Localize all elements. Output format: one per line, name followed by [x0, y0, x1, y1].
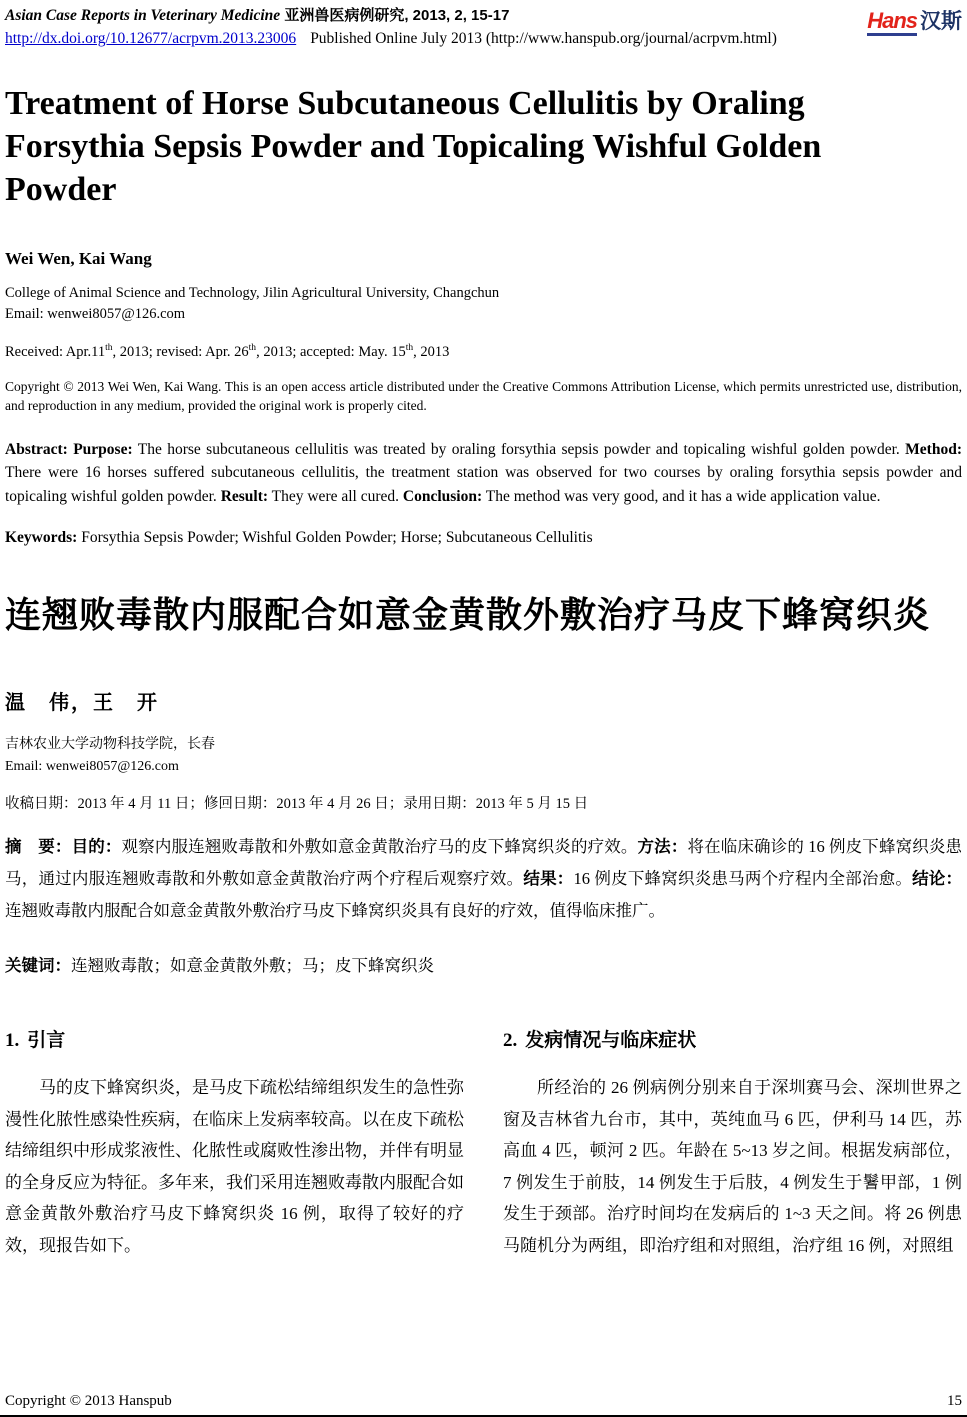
doi-line — [5, 27, 777, 50]
abstract-zh: 摘 要：目的：观察内服连翘败毒散和外敷如意金黄散治疗马的皮下蜂窝织炎的疗效。方法：将在临床确诊的 16 例皮下蜂窝织炎患马，通过内服连翘败毒散和外敷如意金黄散治疗两个疗程后观察疗效。结果：16 例皮下蜂窝织炎患马两个疗程内全部治愈。结论：连翘败毒散内服配合如意金黄散外敷治疗马皮下蜂窝织炎具有良好的疗效，值得临床推广。 — [5, 837, 963, 921]
received-dates-zh: 收稿日期：2013 年 4 月 11 日；修回日期：2013 年 4 月 26 日；录用日期：2013 年 5 月 15 日 — [5, 796, 589, 813]
journal-title-en: Asian Case Reports in Veterinary Medicine — [5, 7, 281, 24]
article-title — [5, 82, 962, 211]
section-heading-2 — [503, 1028, 962, 1054]
affiliation-zh: 吉林农业大学动物科技学院，长春 — [5, 737, 215, 753]
section-title-1: 引言 — [27, 1030, 66, 1052]
body-columns — [5, 1028, 962, 1261]
section-paragraph-1: 马的皮下蜂窝织炎，是马皮下疏松结缔组织发生的急性弥漫性化脓性感染性疾病，在临床上发病率较高。以在皮下疏松结缔组织中形成浆液性、化脓性或腐败性渗出物，并伴有明显的全身反应为特征。多年来，我们采用连翘败毒散内服配合如意金黄散外敷治疗马皮下蜂窝织炎 16 例，取得了较好的疗效，现报告如下。 — [5, 1078, 464, 1255]
received-dates-en: Received: Apr.11th, 2013; revised: Apr. 26th, 2013; accepted: May. 15th, 2013 — [5, 343, 450, 360]
authors-zh: 温 伟，王 开 — [5, 692, 159, 715]
keywords-zh: 关键词：连翘败毒散；如意金黄散外敷；马；皮下蜂窝织炎 — [5, 956, 434, 976]
hans-publisher-logo — [867, 4, 962, 35]
affiliation-en: College of Animal Science and Technology, Jilin Agricultural University, Changchun — [5, 285, 500, 301]
published-note: Published Online July 2013 (http://www.hanspub.org/journal/acrpvm.html) — [310, 30, 777, 47]
article-title-line-1: Treatment of Horse Subcutaneous Cellulitis by Oraling — [5, 85, 805, 122]
section-paragraph-2: 所经治的 26 例病例分别来自于深圳赛马会、深圳世界之窗及吉林省九台市，其中，英纯血马 6 匹，伊利马 14 匹，苏高血 4 匹，顿河 2 匹。年龄在 5~13 岁之间。根据发病部位，7 例发生于前肢，14 例发生于后肢，4 例发生于鬐甲部，1 例发生于颈部。治疗时间均在发病后的 1~3 天之间。将 26 例患马随机分为两组，即治疗组和对照组，治疗组 16 例，对照组 — [503, 1078, 962, 1255]
hans-logo-chinese: 汉斯 — [920, 10, 962, 33]
column-right — [503, 1028, 962, 1261]
email-en: Email: wenwei8057@126.com — [5, 306, 186, 322]
copyright-notice: Copyright © 2013 Wei Wen, Kai Wang. This is an open access article distributed under the Creative Commons Attribution License, which permits unrestricted use, distribution, and reproduction in any medium, provided the original work is properly cited. — [5, 378, 962, 413]
journal-title-line — [5, 4, 777, 27]
journal-title-zh-text: 亚洲兽医病例研究, 2013, 2, 15-17 — [284, 7, 510, 24]
journal-header — [5, 4, 962, 50]
footer-copyright: Copyright © 2013 Hanspub — [5, 1393, 172, 1409]
affiliation-block-zh — [5, 734, 962, 778]
page-number: 15 — [947, 1393, 962, 1409]
article-title-zh: 连翘败毒散内服配合如意金黄散外敷治疗马皮下蜂窝织炎 — [5, 594, 931, 636]
section-heading-1 — [5, 1028, 464, 1054]
article-title-line-2: Forsythia Sepsis Powder and Topicaling Wishful Golden — [5, 128, 822, 165]
abstract-en: Abstract: Purpose: The horse subcutaneous cellulitis was treated by oraling forsythia sepsis powder and topicaling wishful golden powder. Method: There were 16 horses suffered subcutaneous cellulitis, the treatment station was observed for two courses by oraling forsythia sepsis powder and topicaling wishful golden powder. Result: They were all cured. Conclusion: The method was very good, and it has a wide application value. — [5, 440, 962, 505]
hans-logo-wordmark: Hans — [867, 8, 917, 36]
authors-en: Wei Wen, Kai Wang — [5, 249, 152, 268]
page-footer — [5, 1393, 962, 1410]
doi-link[interactable]: http://dx.doi.org/10.12677/acrpvm.2013.23006 — [5, 30, 297, 47]
section-number-1: 1. — [5, 1030, 20, 1052]
email-zh: Email: wenwei8057@126.com — [5, 759, 179, 775]
column-left — [5, 1028, 464, 1261]
section-title-2: 发病情况与临床症状 — [525, 1030, 697, 1052]
section-number-2: 2. — [503, 1030, 518, 1052]
journal-header-lines — [5, 4, 777, 50]
keywords-en: Keywords: Forsythia Sepsis Powder; Wishful Golden Powder; Horse; Subcutaneous Cellulitis — [5, 529, 593, 547]
affiliation-block-en — [5, 283, 962, 325]
article-title-line-3: Powder — [5, 171, 117, 208]
